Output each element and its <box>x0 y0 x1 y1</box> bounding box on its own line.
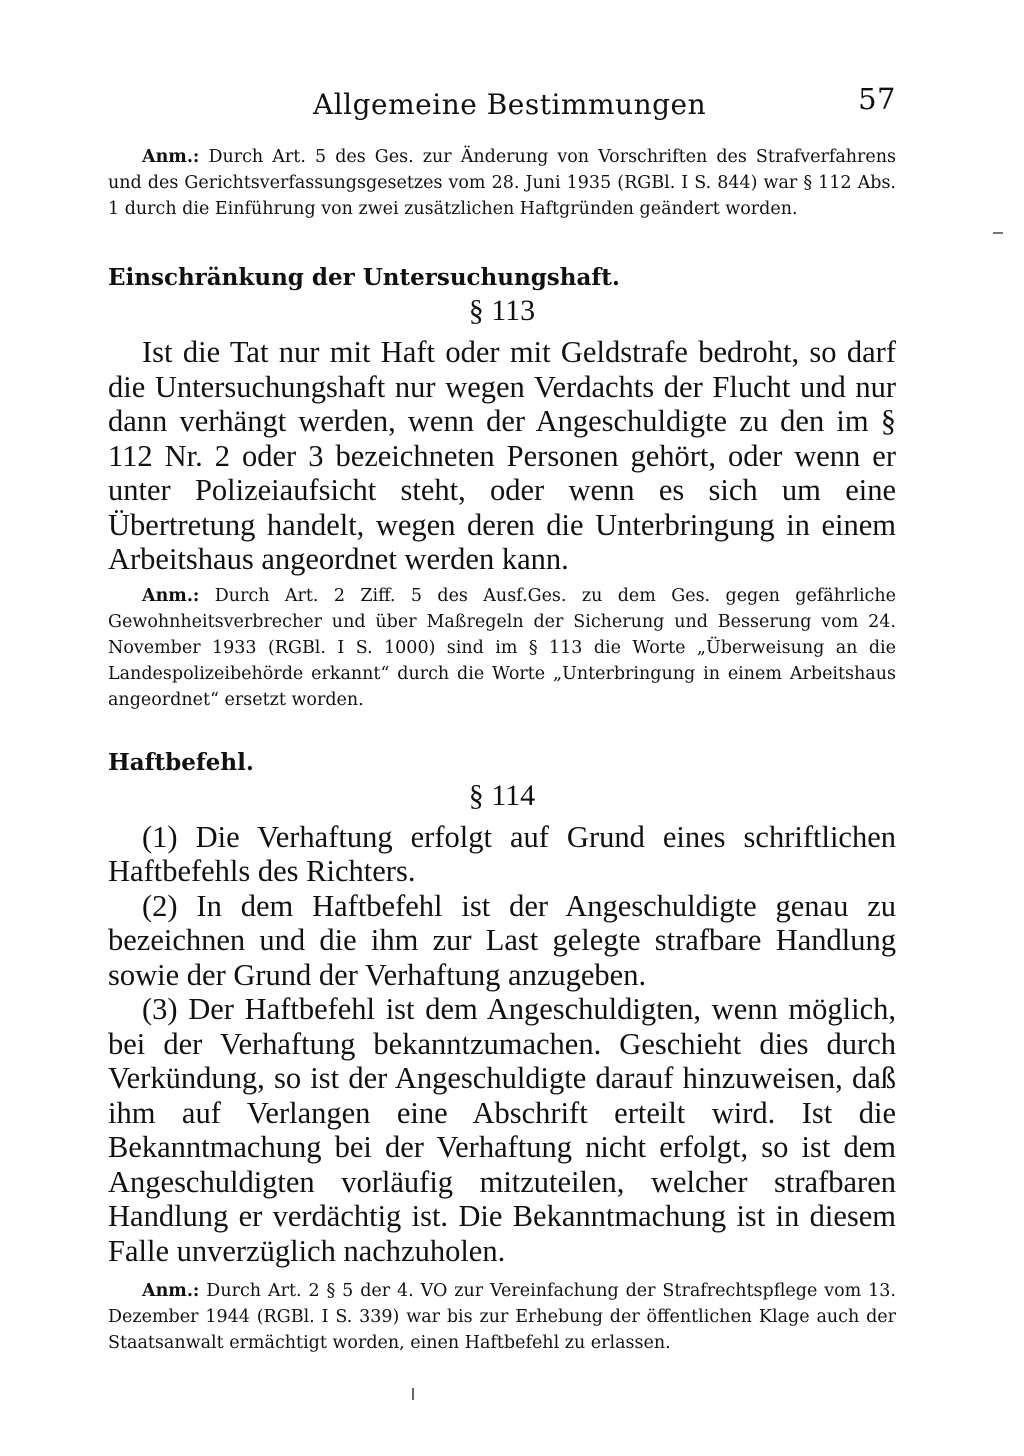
scan-speck <box>412 1388 414 1400</box>
section-114-annotation <box>108 1278 896 1356</box>
book-page <box>108 82 896 1356</box>
section-113-number: § 113 <box>468 294 536 327</box>
running-head-title: Allgemeine Bestimmungen <box>313 88 707 121</box>
section-113-annotation <box>108 583 896 713</box>
annotation-top <box>108 144 896 222</box>
annotation-label: Anm.: <box>142 1281 200 1301</box>
annotation-text: Durch Art. 2 Ziff. 5 des Ausf.Ges. zu dem Ges. gegen gefährliche Gewohnheitsverbrecher und über Maßregeln der Sicherung und Besserung vom 24. November 1933 (RGBl. I S. 1000) sind im § 113 die Worte „Überweisung an die Landespolizeibehörde erkannt“ durch die Worte „Unterbringung in einem Arbeitshaus angeordnet“ ersetzt worden. <box>108 585 896 710</box>
section-113-heading: Einschränkung der Untersuchungshaft. <box>108 264 620 291</box>
annotation-label: Anm.: <box>142 147 200 167</box>
section-114-paragraph-1: (1) Die Verhaftung erfolgt auf Grund eines schriftlichen Haftbefehls des Richters. <box>108 819 896 888</box>
annotation-text: Durch Art. 2 § 5 der 4. VO zur Vereinfachung der Strafrechtspflege vom 13. Dezember 1944 (RGBl. I S. 339) war bis zur Erhebung der öffentlichen Klage auch der Staatsanwalt ermächtigt worden, einen Haftbefehl zu erlassen. <box>108 1281 896 1353</box>
section-113-body: Ist die Tat nur mit Haft oder mit Geldstrafe bedroht, so darf die Untersuchungshaft nur wegen Verdachts der Flucht und nur dann verhängt werden, wenn der Angeschuldigte zu den im § 112 Nr. 2 oder 3 bezeichneten Personen gehört, oder wenn er unter Polizeiaufsicht steht, oder wenn es sich um eine Übertretung handelt, wegen deren die Unterbringung in einem Arbeitshaus angeordnet werden kann. <box>108 335 896 576</box>
page-number: 57 <box>858 82 896 116</box>
scan-speck <box>993 232 1003 234</box>
running-head <box>108 82 896 126</box>
section-114-paragraph-2: (2) In dem Haftbefehl ist der Angeschuldigte genau zu bezeichnen und die ihm zur Last gelegte strafbare Handlung sowie der Grund der Verhaftung anzugeben. <box>108 888 896 992</box>
annotation-label: Anm.: <box>142 585 200 606</box>
section-114-heading: Haftbefehl. <box>108 748 254 776</box>
section-114-paragraph-3: (3) Der Haftbefehl ist dem Angeschuldigten, wenn möglich, bei der Verhaftung bekanntzumachen. Geschieht dies durch Verkündung, so ist der Angeschuldigte darauf hinzuweisen, daß ihm auf Verlangen eine Abschrift erteilt wird. Ist die Bekanntmachung bei der Verhaftung nicht erfolgt, so ist dem Angeschuldigten vorläufig mitzuteilen, welcher strafbaren Handlung er verdächtig ist. Die Bekanntmachung ist in diesem Falle unverzüglich nachzuholen. <box>108 992 896 1268</box>
annotation-text: Durch Art. 5 des Ges. zur Änderung von Vorschriften des Strafverfahrens und des Gerichtsverfassungsgesetzes vom 28. Juni 1935 (RGBl. I S. 844) war § 112 Abs. 1 durch die Einführung von zwei zusätzlichen Haftgründen geändert worden. <box>108 147 896 219</box>
section-114-number: § 114 <box>468 778 536 812</box>
